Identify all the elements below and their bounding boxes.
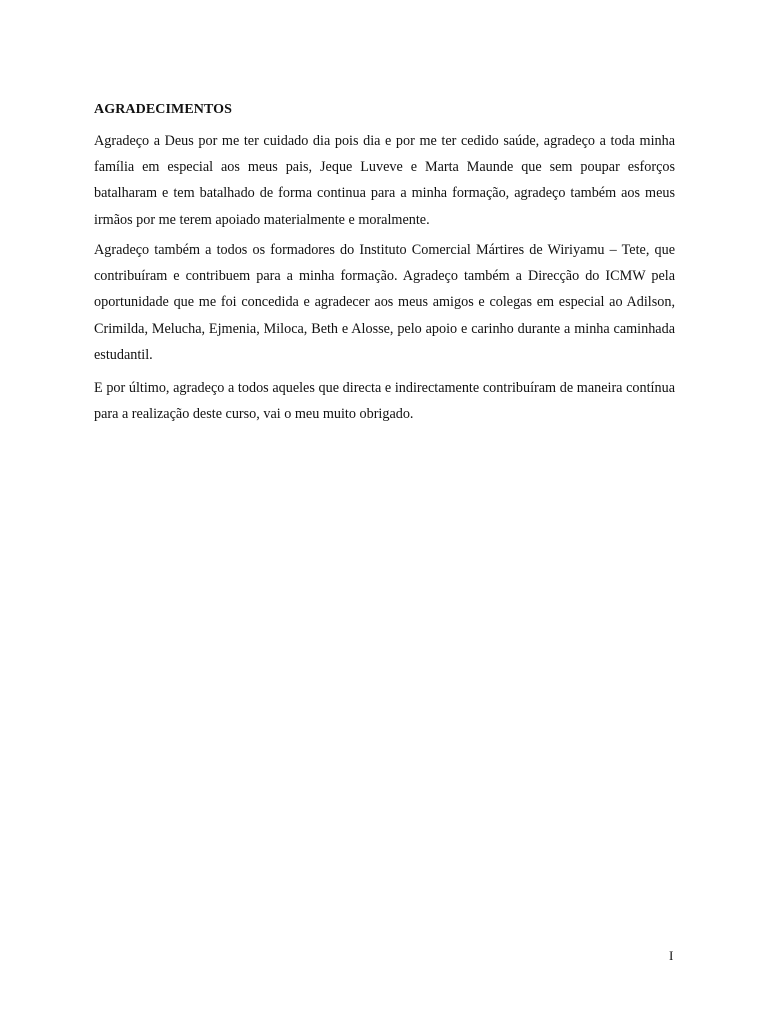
paragraph-institute-thanks: Agradeço também a todos os formadores do Instituto Comercial Mártires de Wiriyamu – Tete, que contribuíram e contribuem para a minha formação. Agradeço também a Direcção do ICMW pela oportunidade que me foi concedida e agradecer aos meus amigos e colegas em especial ao Adilson, Crimilda, Melucha, Ejmenia, Miloca, Beth e Alosse, pelo apoio e carinho durante a minha caminhada estudantil. xyxy=(94,242,675,363)
paragraph-final-thanks: E por último, agradeço a todos aqueles que directa e indirectamente contribuíram de maneira contínua para a realização deste curso, vai o meu muito obrigado. xyxy=(94,380,675,423)
page-title: AGRADECIMENTOS xyxy=(94,102,233,117)
paragraph-family-thanks: Agradeço a Deus por me ter cuidado dia pois dia e por me ter cedido saúde, agradeço a toda minha família em especial aos meus pais, Jeque Luveve e Marta Maunde que sem poupar esforços batalharam e tem batalhado de forma continua para a minha formação, agradeço também aos meus irmãos por me terem apoiado materialmente e moralmente. xyxy=(94,133,675,228)
page-number: I xyxy=(669,948,674,963)
